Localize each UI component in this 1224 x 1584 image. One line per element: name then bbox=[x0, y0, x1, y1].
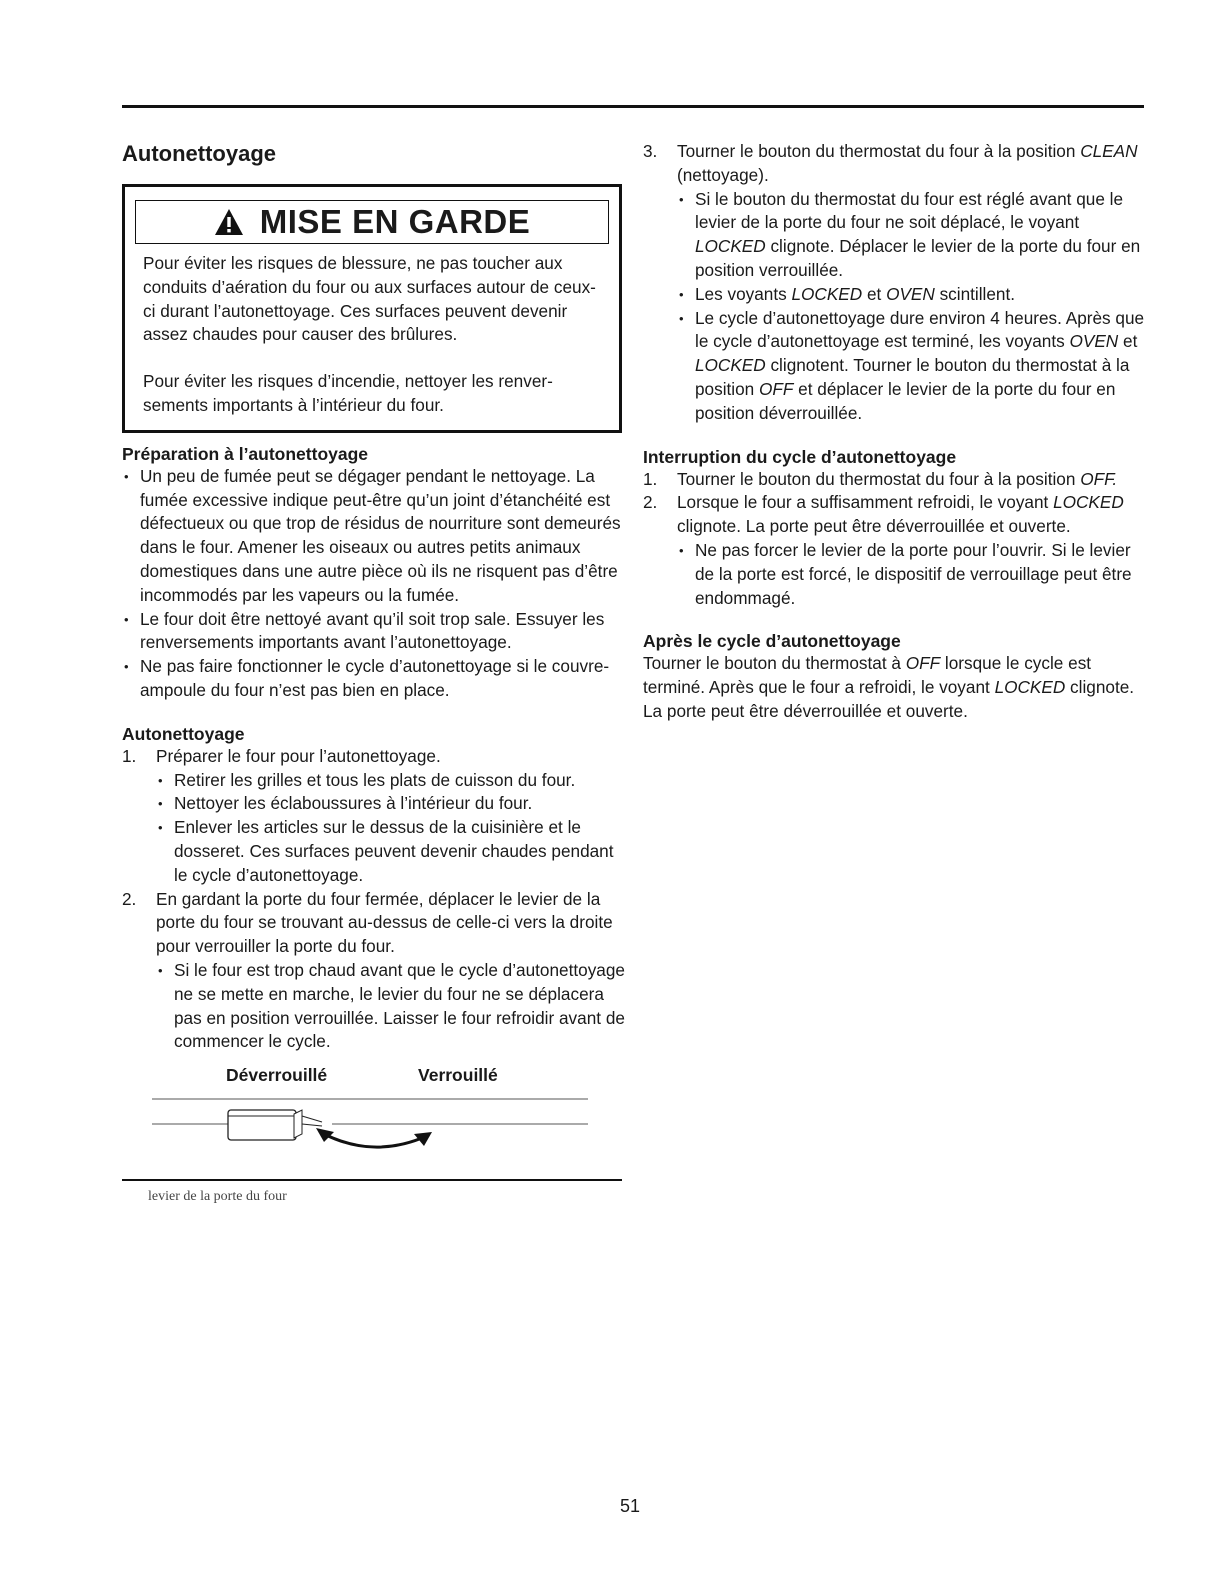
step-text: (nettoyage). bbox=[677, 164, 769, 185]
left-column bbox=[122, 140, 627, 1209]
warning-text-1: Pour éviter les risques de blessure, ne pas toucher aux conduits d’aération du four ou aux surfaces autour de ceux-ci durant l’autonettoyage. Ces surfaces peuvent devenir assez chaudes pour causer des brûlures. bbox=[143, 253, 596, 345]
list-item: • Si le four est trop chaud avant que le cycle d’autonettoyage ne se mette en marche, le levier du four ne se déplacera pas en position verrouillée. Laisser le four refroidir avant de commencer le cycle. bbox=[156, 959, 627, 1054]
selfclean-steps bbox=[122, 745, 627, 1054]
step-number: 2. bbox=[643, 492, 658, 513]
step-item bbox=[643, 140, 1148, 426]
clean-keyword: CLEAN bbox=[1080, 141, 1138, 161]
step-item bbox=[122, 888, 627, 1055]
warning-triangle-icon bbox=[214, 208, 244, 236]
lever-labels bbox=[122, 1064, 627, 1088]
warning-text-2: Pour éviter les risques d’incendie, nettoyer les renver-sements importants à l’intérieur du four. bbox=[143, 371, 553, 415]
interruption-heading: Interruption du cycle d’autonettoyage bbox=[643, 446, 957, 467]
list-item: • Nettoyer les éclaboussures à l’intérieur du four. bbox=[156, 792, 627, 816]
step-item: 2. Lorsque le four a suffisamment refroidi, le voyant LOCKED clignote. La porte peut être déverrouillée et ouverte. • Ne pas forcer le levier de la porte pour l’ouvrir. Si le levier de la porte est forcé, le dispositif de verrouillage peut être endommagé. bbox=[643, 491, 1148, 610]
step-number: 2. bbox=[122, 888, 137, 909]
step-number: 1. bbox=[643, 468, 658, 489]
step-text: En gardant la porte du four fermée, déplacer le levier de la porte du four se trouvant au-dessus de celle-ci vers la droite pour verrouiller la porte du four. bbox=[156, 888, 613, 957]
step-text: Préparer le four pour l’autonettoyage. bbox=[156, 745, 441, 766]
step-number: 1. bbox=[122, 745, 137, 766]
door-lever-illustration bbox=[152, 1094, 592, 1158]
list-item: • Le four doit être nettoyé avant qu’il soit trop sale. Essuyer les renversements importants avant l’autonettoyage. bbox=[122, 608, 627, 656]
selfclean-steps-continued bbox=[643, 140, 1148, 426]
warning-box bbox=[122, 184, 622, 433]
interruption-steps bbox=[643, 468, 1148, 611]
step-number: 3. bbox=[643, 141, 658, 161]
after-heading: Après le cycle d’autonettoyage bbox=[643, 631, 901, 652]
top-rule bbox=[122, 105, 1144, 108]
list-item: • Un peu de fumée peut se dégager pendant le nettoyage. La fumée excessive indique peut-être qu’un joint d’étanchéité est défectueux ou que trop de résidus de nourriture sont demeurés dans le four. Amener les oiseaux ou autres petits animaux domestiques dans une autre pièce où ils ne risquent pas d’être incommodés par les vapeurs ou la fumée. bbox=[122, 465, 627, 608]
selfclean-heading: Autonettoyage bbox=[122, 723, 245, 744]
step-text: Tourner le bouton du thermostat du four à la position bbox=[677, 141, 1081, 161]
page-number: 51 bbox=[619, 1496, 641, 1516]
warning-title: MISE EN GARDE bbox=[259, 203, 531, 241]
step-item bbox=[122, 745, 627, 888]
list-item: • Le cycle d’autonettoyage dure environ 4 heures. Après que le cycle d’autonettoyage est terminé, les voyants OVEN et LOCKED clignotent. Tourner le bouton du thermostat à la position OFF et déplacer le levier de la porte du four en position déverrouillée. bbox=[677, 307, 1148, 426]
preparation-list bbox=[122, 465, 627, 703]
preparation-heading: Préparation à l’autonettoyage bbox=[122, 443, 369, 464]
unlocked-label: Déverrouillé bbox=[226, 1065, 328, 1086]
list-item: • Enlever les articles sur le dessus de la cuisinière et le dosseret. Ces surfaces peuvent devenir chaudes pendant le cycle d’autonettoyage. bbox=[156, 816, 627, 887]
figure-rule bbox=[122, 1179, 622, 1181]
list-item: • Ne pas faire fonctionner le cycle d’autonettoyage si le couvre-ampoule du four n’est pas bien en place. bbox=[122, 655, 627, 703]
warning-header bbox=[135, 200, 609, 244]
list-item: • Retirer les grilles et tous les plats de cuisson du four. bbox=[156, 769, 627, 793]
right-column bbox=[643, 140, 1148, 724]
list-item: • Ne pas forcer le levier de la porte pour l’ouvrir. Si le levier de la porte est forcé, le dispositif de verrouillage peut être endommagé. bbox=[677, 539, 1148, 610]
list-item: • Si le bouton du thermostat du four est réglé avant que le levier de la porte du four ne soit déplacé, le voyant LOCKED clignote. Déplacer le levier de la porte du four en position verrouillée. bbox=[677, 188, 1148, 283]
page-title: Autonettoyage bbox=[122, 141, 276, 166]
locked-label: Verrouillé bbox=[418, 1065, 498, 1086]
figure-caption: levier de la porte du four bbox=[148, 1188, 287, 1204]
list-item: • Les voyants LOCKED et OVEN scintillent. bbox=[677, 283, 1148, 307]
step-item: 1. Tourner le bouton du thermostat du four à la position OFF. bbox=[643, 468, 1148, 492]
after-text: Tourner le bouton du thermostat à OFF lorsque le cycle est terminé. Après que le four a refroidi, le voyant LOCKED clignote. La porte peut être déverrouillée et ouverte. bbox=[643, 653, 1135, 721]
